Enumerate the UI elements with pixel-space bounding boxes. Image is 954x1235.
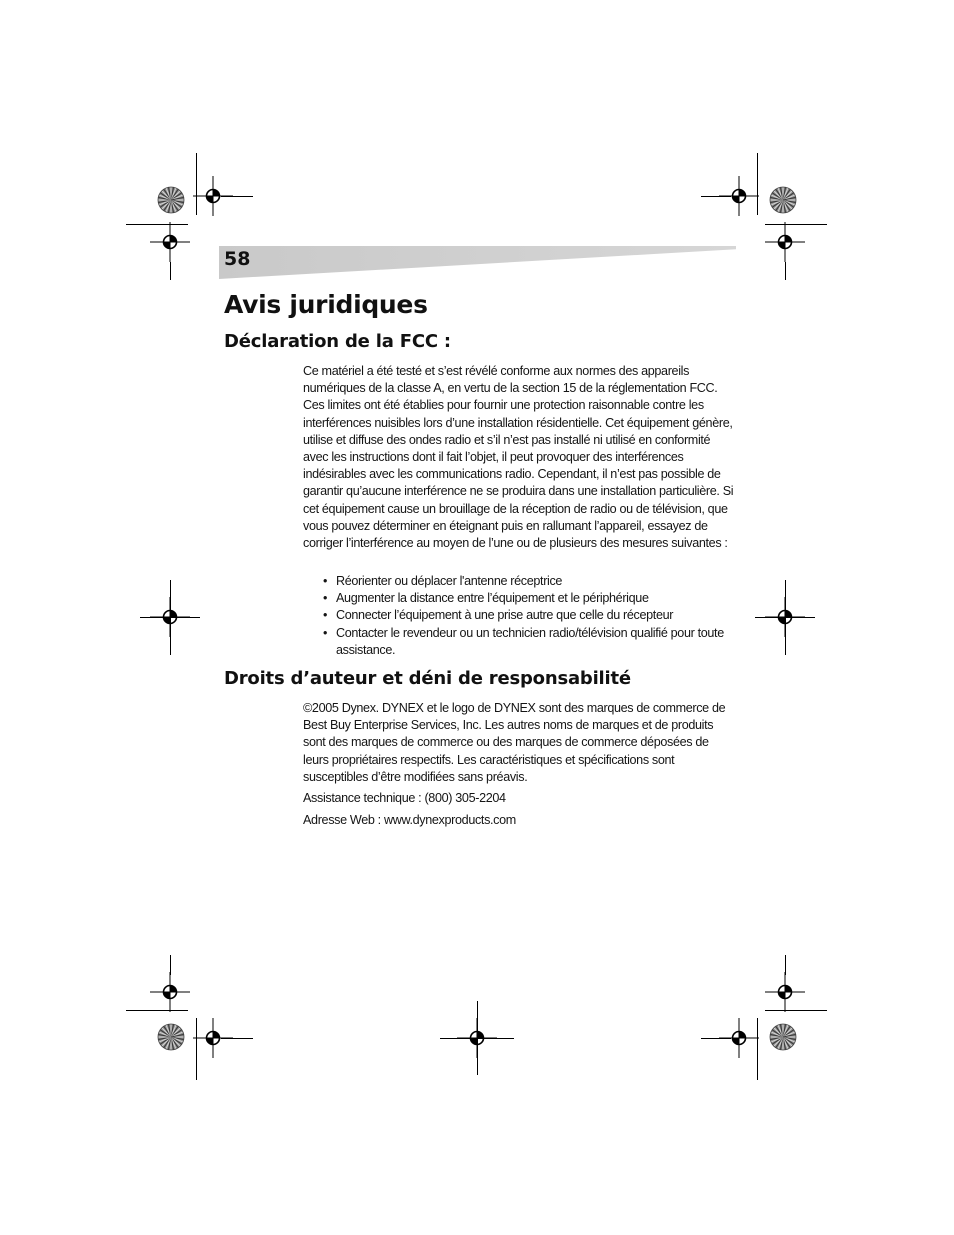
crop-line: [765, 1010, 827, 1011]
support-line: Assistance technique : (800) 305-2204: [303, 791, 506, 805]
crop-line: [757, 1018, 758, 1080]
copyright-heading: Droits d’auteur et déni de responsabilité: [224, 668, 631, 689]
color-wheel-icon: [768, 185, 798, 215]
page-header-band: [219, 246, 736, 279]
list-item: [321, 573, 737, 590]
bullet-icon: •: [323, 591, 328, 606]
list-item-text: Contacter le revendeur ou un technicien radio/télévision qualifié pour toute assistance.: [336, 625, 724, 657]
registration-mark-icon: [765, 972, 805, 1012]
crop-line: [755, 617, 815, 618]
registration-mark-icon: [765, 222, 805, 262]
crop-line: [701, 196, 731, 197]
list-item: [321, 590, 737, 607]
bullet-icon: •: [323, 625, 328, 640]
crop-line: [140, 617, 200, 618]
page-title: Avis juridiques: [224, 290, 428, 319]
web-address-line: Adresse Web : www.dynexproducts.com: [303, 813, 516, 827]
fcc-heading: Déclaration de la FCC :: [224, 331, 451, 352]
fcc-paragraph: Ce matériel a été testé et s’est révélé conforme aux normes des appareils numériques de la classe A, en vertu de la section 15 de la réglementation FCC. Ces limites ont été établies pour fournir une protection raisonnable contre les interférences nuisibles lors d’une installation résidentielle. Cet équipement génère, utilise et diffuse des ondes radio et s’il n’est pas installé ni utilisé en conformité avec les instructions dont il fait l’objet, il peut provoquer des interférences indésirables avec les communications radio. Cependant, il n’est pas possible de garantir qu’aucune interférence ne se produira dans une installation particulière. Si cet équipement cause un brouillage de la réception de radio ou de télévision, que vous pouvez déterminer en éteignant puis en rallumant l’appareil, essayez de corriger l’interférence au moyen de l’une ou de plusieurs des mesures suivantes :: [303, 364, 734, 551]
fcc-bullet-list: [321, 573, 737, 659]
registration-mark-icon: [150, 222, 190, 262]
crop-line: [477, 1001, 478, 1075]
bullet-icon: •: [323, 608, 328, 623]
crop-line: [126, 1010, 188, 1011]
list-item-text: Connecter l’équipement à une prise autre que celle du récepteur: [336, 608, 674, 623]
copyright-paragraph: ©2005 Dynex. DYNEX et le logo de DYNEX sont des marques de commerce de Best Buy Enterprise Services, Inc. Les autres noms de marques et de produits sont des marques de commerce ou des marques de commerce déposées de leurs propriétaires respectifs. Les caractéristiques et spécifications sont susceptibles d’être modifiées sans préavis.: [303, 701, 726, 784]
color-wheel-icon: [768, 1022, 798, 1052]
list-item: [321, 607, 737, 624]
color-wheel-icon: [156, 185, 186, 215]
crop-line: [196, 153, 197, 215]
crop-line: [785, 955, 786, 975]
list-item-text: Augmenter la distance entre l’équipement et le périphérique: [336, 591, 649, 606]
crop-line: [221, 196, 253, 197]
registration-mark-icon: [150, 972, 190, 1012]
crop-line: [765, 224, 827, 225]
bullet-icon: •: [323, 574, 328, 588]
list-item: [321, 625, 737, 659]
crop-line: [126, 224, 188, 225]
crop-line: [170, 955, 171, 975]
crop-line: [196, 1018, 197, 1080]
color-wheel-icon: [156, 1022, 186, 1052]
crop-line: [701, 1038, 731, 1039]
crop-line: [785, 262, 786, 280]
crop-line: [757, 153, 758, 215]
crop-line: [170, 262, 171, 280]
list-item-text: Réorienter ou déplacer l'antenne réceptrice: [336, 574, 563, 588]
page-number: 58: [224, 248, 251, 270]
crop-line: [221, 1038, 253, 1039]
